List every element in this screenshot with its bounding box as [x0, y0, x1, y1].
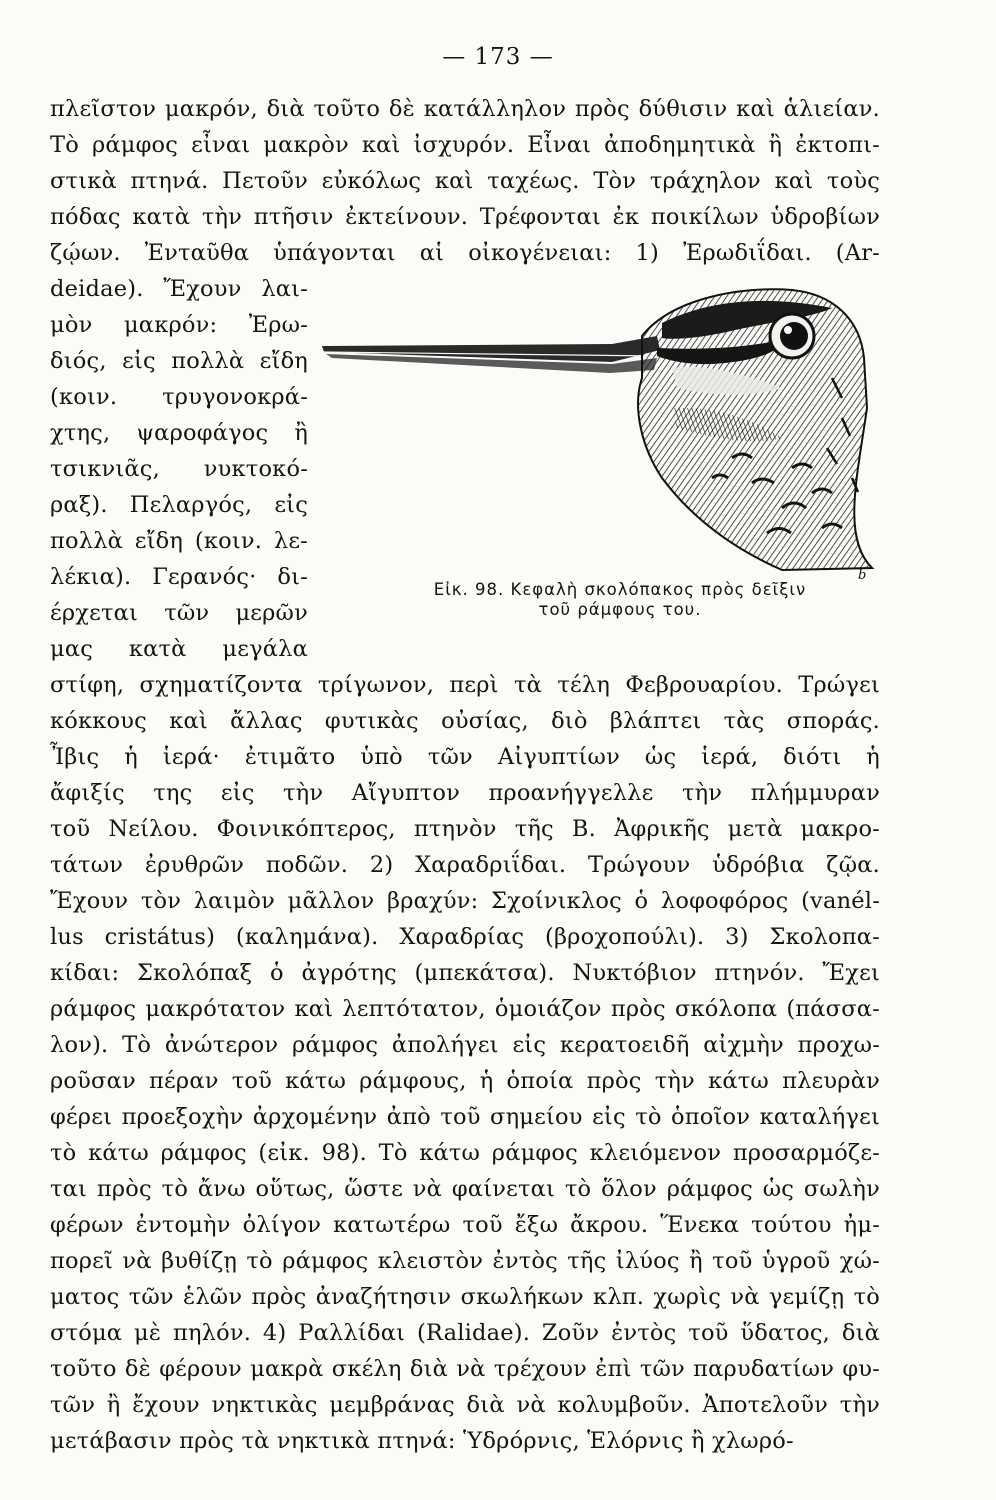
- text-line: deidae). Ἔχουν λαι-: [50, 276, 308, 302]
- text-line: τοῦτο δὲ φέρουν μακρὰ σκέλη διὰ νὰ τρέχουν ἐπὶ τῶν παρυδατίων φυ-: [50, 1356, 880, 1382]
- text-line: κίδαι: Σκολόπαξ ὁ ἀγρότης (μπεκάτσα). Νυκτόβιον πτηνόν. Ἔχει: [50, 960, 880, 986]
- text-line: Ἔχουν τὸν λαιμὸν μᾶλλον βραχύν: Σχοίνικλος ὁ λοφοφόρος (vanél-: [50, 888, 880, 914]
- text-line: λον). Τὸ ἀνώτερον ράμφος ἀπολήγει εἰς κερατοειδῆ αἰχμὴν προχω-: [50, 1032, 880, 1058]
- text-line: κόκκους καὶ ἄλλας φυτικὰς οὐσίας, διὸ βλάπτει τὰς σποράς.: [50, 708, 880, 734]
- text-line: ται πρὸς τὸ ἄνω οὕτως, ὥστε νὰ φαίνεται τὸ ὅλον ράμφος ὡς σωλὴν: [50, 1176, 880, 1202]
- text-line: τὸ κάτω ράμφος (εἰκ. 98). Τὸ κάτω ράμφος κλειόμενον προσαρμόζε-: [50, 1140, 880, 1166]
- text-line: μετάβασιν πρὸς τὰ νηκτικὰ πτηνά: Ὑδρόρνις, Ἑλόρνις ἢ χλωρό-: [50, 1428, 794, 1454]
- page-number: — 173 —: [442, 44, 554, 70]
- text-line: φέρων ἐντομὴν ὀλίγον κατωτέρω τοῦ ἔξω ἄκρου. Ἕνεκα τούτου ἠμ-: [50, 1212, 880, 1238]
- text-line: στικὰ πτηνά. Πετοῦν εὐκόλως καὶ ταχέως. Τὸν τράχηλον καὶ τοὺς: [50, 168, 880, 194]
- text-line: πολλὰ εἴδη (κοιν. λε-: [50, 528, 308, 554]
- figure-letter: b: [858, 568, 867, 583]
- text-line: μὸν μακρόν: Ἐρω-: [50, 312, 308, 338]
- text-line: χτης, ψαροφάγος ἢ: [50, 420, 308, 446]
- woodcock-head-illustration: [312, 278, 882, 578]
- text-line: Ἶβις ἡ ἱερά· ἐτιμᾶτο ὑπὸ τῶν Αἰγυπτίων ὡς ἱερά, διότι ἡ: [50, 744, 880, 770]
- figure-caption: [375, 580, 865, 620]
- text-line: λέκια). Γερανός· δι-: [50, 564, 308, 590]
- text-line: τοῦ Νείλου. Φοινικόπτερος, πτηνὸν τῆς Β. Ἀφρικῆς μετὰ μακρο-: [50, 816, 880, 842]
- text-line: στόμα μὲ πηλόν. 4) Ραλλίδαι (Ralidae). Ζοῦν ἐντὸς τοῦ ὕδατος, διὰ: [50, 1320, 880, 1346]
- text-line: ματος τῶν ἑλῶν πρὸς ἀναζήτησιν σκωλήκων κλπ. χωρὶς νὰ γεμίζῃ τὸ: [50, 1284, 880, 1310]
- text-line: διός, εἰς πολλὰ εἴδη: [50, 348, 308, 374]
- text-line: πόδας κατὰ τὴν πτῆσιν ἐκτείνουν. Τρέφονται ἐκ ποικίλων ὑδροβίων: [50, 204, 880, 230]
- text-line: φέρει προεξοχὴν ἀρχομένην ἀπὸ τοῦ σημείου εἰς τὸ ὁποῖον καταλήγει: [50, 1104, 880, 1130]
- text-line: ροῦσαν πέραν τοῦ κάτω ράμφους, ἡ ὁποία πρὸς τὴν κάτω πλευρὰν: [50, 1068, 880, 1094]
- text-line: ραξ). Πελαργός, εἰς: [50, 492, 308, 518]
- text-line: ζῴων. Ἐνταῦθα ὑπάγονται αἱ οἰκογένειαι: 1) Ἐρωδιΐδαι. (Ar-: [50, 240, 880, 266]
- text-line: lus cristátus) (καλημάνα). Χαραδρίας (βροχοπούλι). 3) Σκολοπα-: [50, 924, 880, 950]
- caption-line-1: Εἰκ. 98. Κεφαλὴ σκολόπακος πρὸς δεῖξιν: [433, 580, 807, 599]
- caption-line-2: τοῦ ράμφους του.: [538, 600, 702, 619]
- text-line: ράμφος μακρότατον καὶ λεπτότατον, ὁμοιάζον πρὸς σκόλοπα (πάσσα-: [50, 996, 880, 1022]
- text-line: τσικνιᾶς, νυκτοκό-: [50, 456, 308, 482]
- text-line: στίφη, σχηματίζοντα τρίγωνον, περὶ τὰ τέλη Φεβρουαρίου. Τρώγει: [50, 672, 880, 698]
- text-line: μας κατὰ μεγάλα: [50, 636, 308, 662]
- text-line: έρχεται τῶν μερῶν: [50, 600, 308, 626]
- text-line: Τὸ ράμφος εἶναι μακρὸν καὶ ἰσχυρόν. Εἶναι ἀποδημητικὰ ἢ ἐκτοπι-: [50, 132, 880, 158]
- text-line: πορεῖ νὰ βυθίζῃ τὸ ράμφος κλειστὸν ἐντὸς τῆς ἰλύος ἢ τοῦ ὑγροῦ χώ-: [50, 1248, 880, 1274]
- text-line: ἄφιξίς της εἰς τὴν Αἴγυπτον προανήγγελλε τὴν πλήμμυραν: [50, 780, 880, 806]
- text-line: (κοιν. τρυγονοκρά-: [50, 384, 308, 410]
- text-line: τῶν ἢ ἔχουν νηκτικὰς μεμβράνας διὰ νὰ κολυμβοῦν. Ἀποτελοῦν τὴν: [50, 1392, 880, 1418]
- text-line: τάτων ἐρυθρῶν ποδῶν. 2) Χαραδριΐδαι. Τρώγουν ὑδρόβια ζῷα.: [50, 852, 880, 878]
- text-line: πλεῖστον μακρόν, διὰ τοῦτο δὲ κατάλληλον πρὸς δύθισιν καὶ ἁλιείαν.: [50, 96, 880, 122]
